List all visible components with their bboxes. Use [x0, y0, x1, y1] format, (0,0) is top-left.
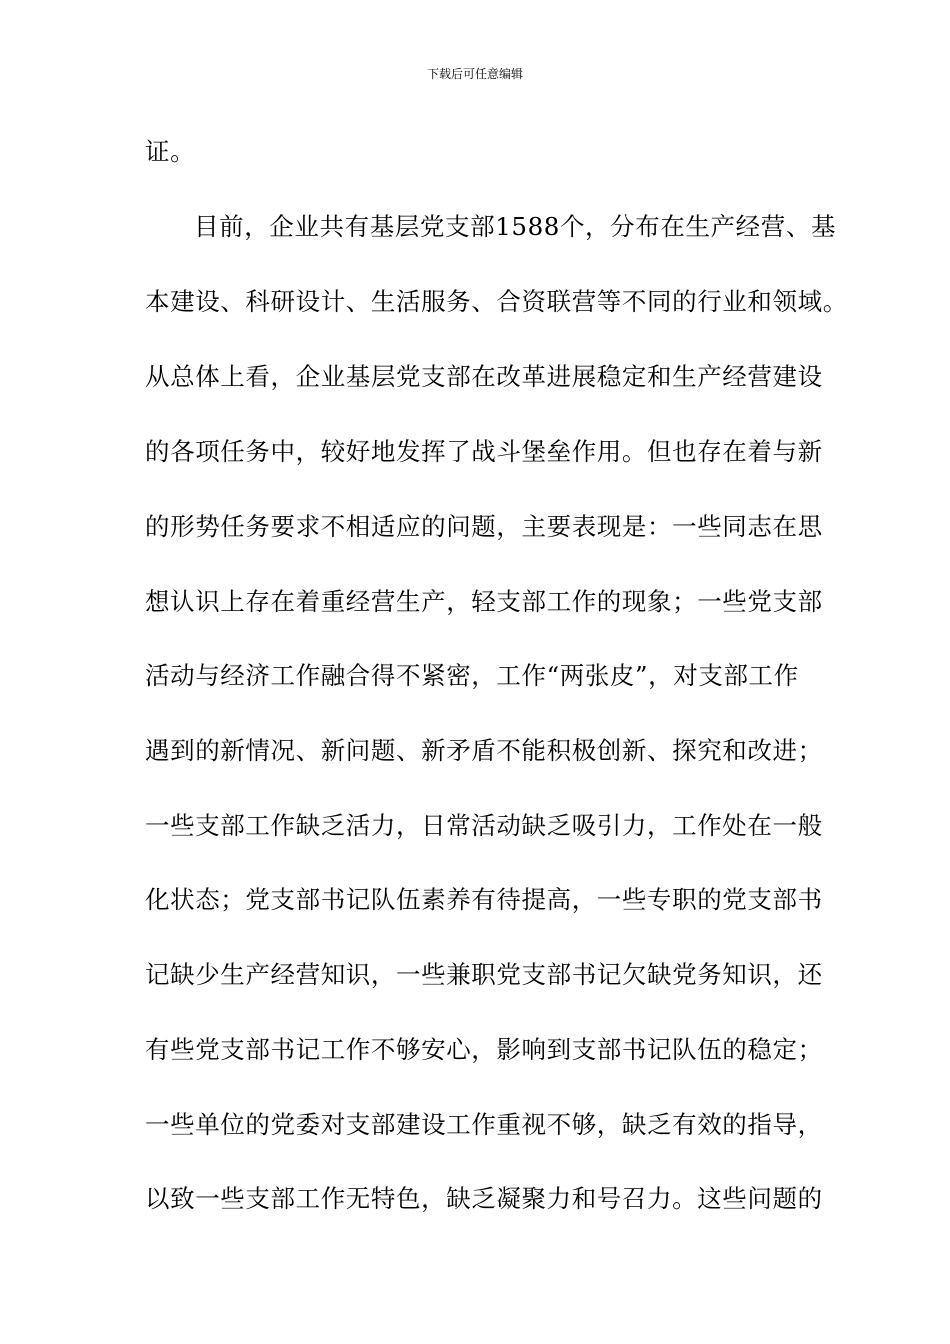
paragraph-line: 想认识上存在着重经营生产，轻支部工作的现象；一些党支部: [145, 587, 823, 616]
paragraph-line: 以致一些支部工作无特色，缺乏凝聚力和号召力。这些问题的: [145, 1184, 823, 1213]
paragraph-line: 有些党支部书记工作不够安心，影响到支部书记队伍的稳定；: [145, 1035, 823, 1064]
paragraph-line: 的形势任务要求不相适应的问题，主要表现是：一些同志在思: [145, 512, 823, 541]
paragraph-line: 一些支部工作缺乏活力，日常活动缺乏吸引力，工作处在一般: [145, 811, 823, 840]
page-header: 下载后可任意编辑: [426, 67, 523, 81]
paragraph-line: 化状态；党支部书记队伍素养有待提高，一些专职的党支部书: [145, 885, 823, 914]
paragraph-line: 证。: [145, 137, 196, 166]
paragraph-line: 目前，企业共有基层党支部1588个，分布在生产经营、基: [194, 212, 837, 241]
paragraph-line: 遇到的新情况、新问题、新矛盾不能积极创新、探究和改进；: [145, 736, 823, 765]
paragraph-line: 从总体上看，企业基层党支部在改革进展稳定和生产经营建设: [145, 362, 823, 391]
paragraph-line: 记缺少生产经营知识，一些兼职党支部书记欠缺党务知识，还: [145, 960, 823, 989]
paragraph-line: 活动与经济工作融合得不紧密，工作“两张皮”，对支部工作: [145, 661, 799, 690]
paragraph-line: 本建设、科研设计、生活服务、合资联营等不同的行业和领域。: [145, 287, 848, 316]
paragraph-line: 的各项任务中，较好地发挥了战斗堡垒作用。但也存在着与新: [145, 437, 823, 466]
paragraph-line: 一些单位的党委对支部建设工作重视不够，缺乏有效的指导，: [145, 1110, 823, 1139]
